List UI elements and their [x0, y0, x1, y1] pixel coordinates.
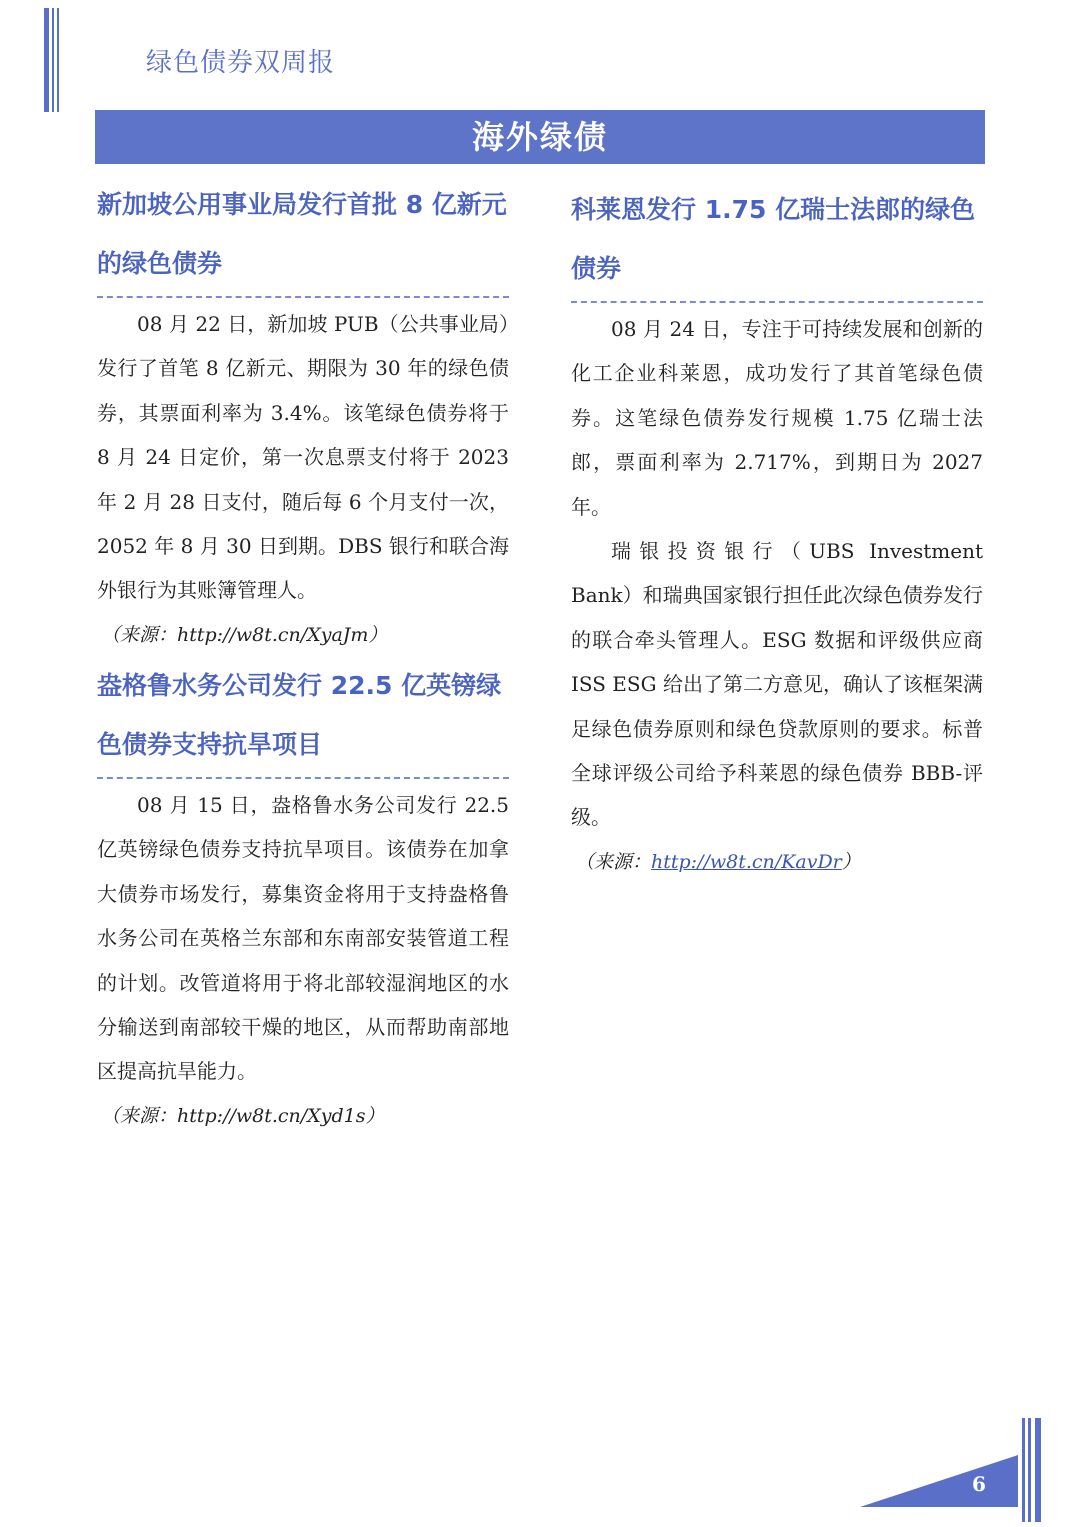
- article-paragraph: 08 月 15 日，盎格鲁水务公司发行 22.5 亿英镑绿色债券支持抗旱项目。该债券在加拿大债券市场发行，募集资金将用于支持盎格鲁水务公司在英格兰东部和东南部安装管道工程的计划。改管道将用于将北部较湿润地区的水分输送到南部较干燥的地区，从而帮助南部地区提高抗旱能力。: [97, 793, 509, 1084]
- article-clariant: [571, 180, 983, 884]
- article-title-line2: 的绿色债券: [97, 249, 223, 278]
- article-source: （来源：http://w8t.cn/KavDr）: [575, 850, 861, 873]
- footer-decoration-bars: [1022, 1418, 1044, 1522]
- page-number: 6: [972, 1472, 986, 1496]
- article-singapore-pub: [97, 175, 509, 657]
- header-decoration-bars: [44, 8, 64, 112]
- source-link[interactable]: http://w8t.cn/KavDr: [651, 850, 842, 873]
- section-banner: 海外绿债: [95, 110, 985, 164]
- source-link[interactable]: http://w8t.cn/XyaJm: [177, 623, 369, 646]
- article-paragraph: 08 月 22 日，新加坡 PUB（公共事业局）发行了首笔 8 亿新元、期限为 30 年的绿色债券，其票面利率为 3.4%。该笔绿色债券将于 8 月 24 日定价，第一次息票支付将于 2023 年 2 月 28 日支付，随后每 6 个月支付一次，2052 年 8 月 30 日到期。DBS 银行和联合海外银行为其账簿管理人。: [97, 312, 509, 603]
- article-title-line1: 新加坡公用事业局发行首批 8 亿新元: [97, 190, 507, 219]
- footer-triangle-decoration: [860, 1455, 1020, 1511]
- article-title-line1: 盎格鲁水务公司发行 22.5 亿英镑绿: [97, 671, 502, 700]
- header-title: 绿色债券双周报: [146, 48, 336, 78]
- article-title-line1: 科莱恩发行 1.75 亿瑞士法郎的绿色: [571, 195, 976, 224]
- article-title-line2: 色债券支持抗旱项目: [97, 730, 323, 759]
- article-anglian-water: [97, 656, 509, 1138]
- dashed-divider: [571, 301, 983, 303]
- article-title-line2: 债券: [571, 254, 622, 283]
- dashed-divider: [97, 296, 509, 298]
- article-source: （来源：http://w8t.cn/Xyd1s）: [101, 1104, 385, 1127]
- article-source: （来源：http://w8t.cn/XyaJm）: [101, 623, 388, 646]
- dashed-divider: [97, 777, 509, 779]
- source-link[interactable]: http://w8t.cn/Xyd1s: [177, 1104, 366, 1127]
- article-paragraph: 瑞银投资银行（UBS Investment Bank）和瑞典国家银行担任此次绿色债券发行的联合牵头管理人。ESG 数据和评级供应商 ISS ESG 给出了第二方意见，确认了该框架满足绿色债券原则和绿色贷款原则的要求。标普全球评级公司给予科莱恩的绿色债券 BBB-评级。: [571, 539, 983, 830]
- article-paragraph: 08 月 24 日，专注于可持续发展和创新的化工企业科莱恩，成功发行了其首笔绿色债券。这笔绿色债券发行规模 1.75 亿瑞士法郎，票面利率为 2.717%，到期日为 2027 年。: [571, 317, 983, 519]
